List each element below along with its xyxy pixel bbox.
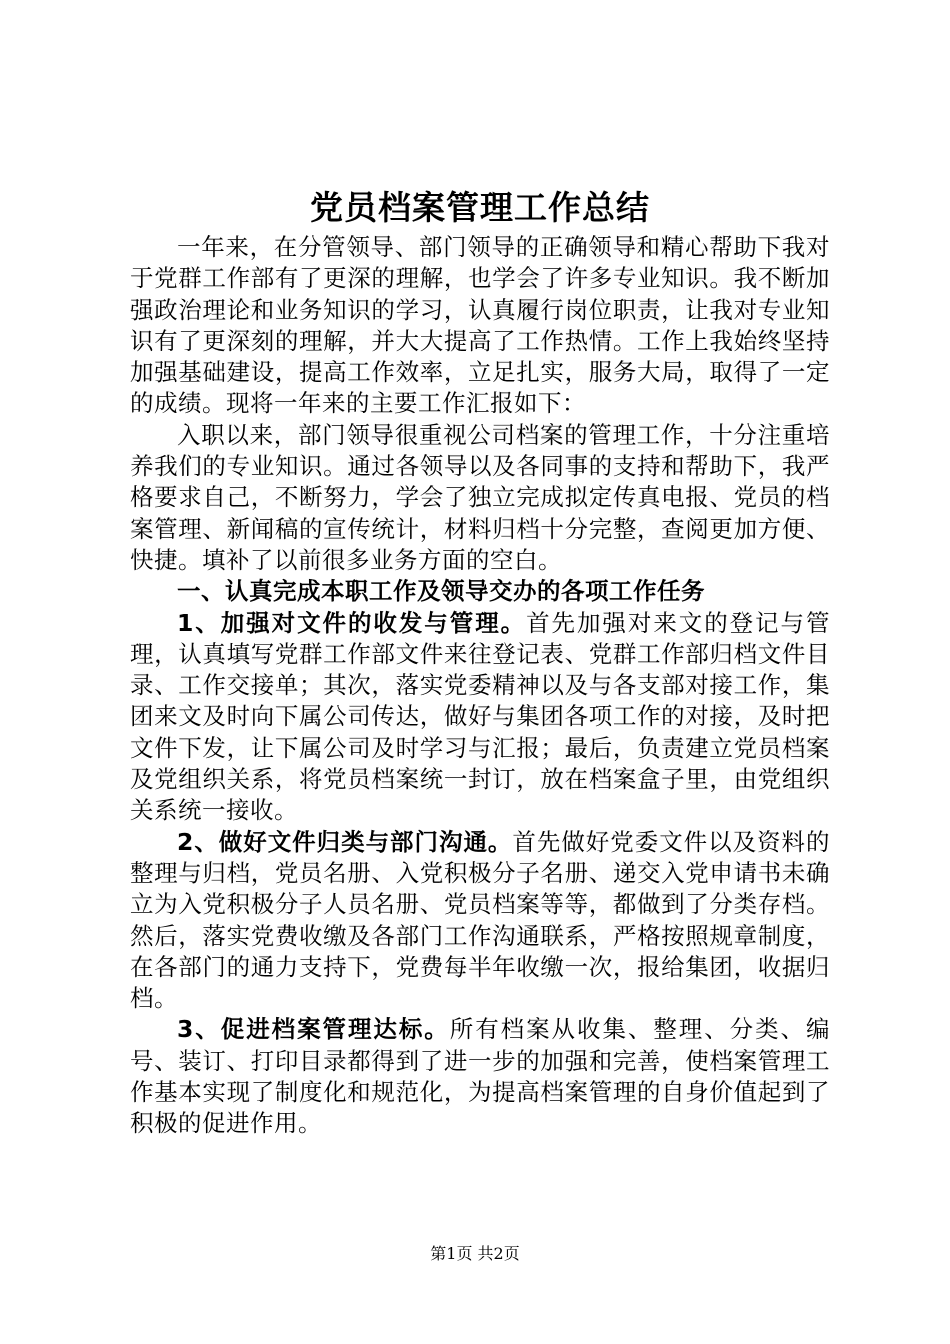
item-paragraph-3 xyxy=(130,1014,830,1139)
item-lead-2: 2、做好文件归类与部门沟通。 xyxy=(177,827,513,856)
item-text-2: 首先做好党委文件以及资料的整理与归档，党员名册、入党积极分子名册、递交入党申请书未确立为入党积极分子人员名册、党员档案等等，都做到了分类存档。然后，落实党费收缴及各部门工作沟通联系，严格按照规章制度，在各部门的通力支持下，党费每半年收缴一次，报给集团，收据归档。 xyxy=(130,827,830,1013)
item-lead-3: 3、促进档案管理达标。 xyxy=(177,1015,450,1044)
page-footer: 第1页 共2页 xyxy=(430,1244,520,1263)
background-paragraph: 入职以来，部门领导很重视公司档案的管理工作，十分注重培养我们的专业知识。通过各领导以及各同事的支持和帮助下，我严格要求自己，不断努力，学会了独立完成拟定传真电报、党员的档案管理、新闻稿的宣传统计，材料归档十分完整，查阅更加方便、快捷。填补了以前很多业务方面的空白。 xyxy=(130,420,830,574)
intro-paragraph: 一年来，在分管领导、部门领导的正确领导和精心帮助下我对于党群工作部有了更深的理解，也学会了许多专业知识。我不断加强政治理论和业务知识的学习，认真履行岗位职责，让我对专业知识有了更深刻的理解，并大大提高了工作热情。工作上我始终坚持加强基础建设，提高工作效率，立足扎实，服务大局，取得了一定的成绩。现将一年来的主要工作汇报如下： xyxy=(130,233,830,418)
item-text-1: 首先加强对来文的登记与管理，认真填写党群工作部文件来往登记表、党群工作部归档文件目录、工作交接单；其次，落实党委精神以及与各支部对接工作，集团来文及时向下属公司传达，做好与集团各项工作的对接，及时把文件下发，让下属公司及时学习与汇报；最后，负责建立党员档案及党组织关系，将党员档案统一封订，放在档案盒子里，由党组织关系统一接收。 xyxy=(130,608,830,825)
document-title: 党员档案管理工作总结 xyxy=(310,188,650,227)
item-lead-1: 1、加强对文件的收发与管理。 xyxy=(177,608,527,637)
section-heading: 一、认真完成本职工作及领导交办的各项工作任务 xyxy=(177,577,705,606)
item-text-3: 所有档案从收集、整理、分类、编号、装订、打印目录都得到了进一步的加强和完善，使档案管理工作基本实现了制度化和规范化，为提高档案管理的自身价值起到了积极的促进作用。 xyxy=(130,1015,831,1138)
document-page xyxy=(130,182,830,1140)
item-paragraph-2 xyxy=(130,827,830,1015)
item-paragraph-1 xyxy=(130,608,830,827)
